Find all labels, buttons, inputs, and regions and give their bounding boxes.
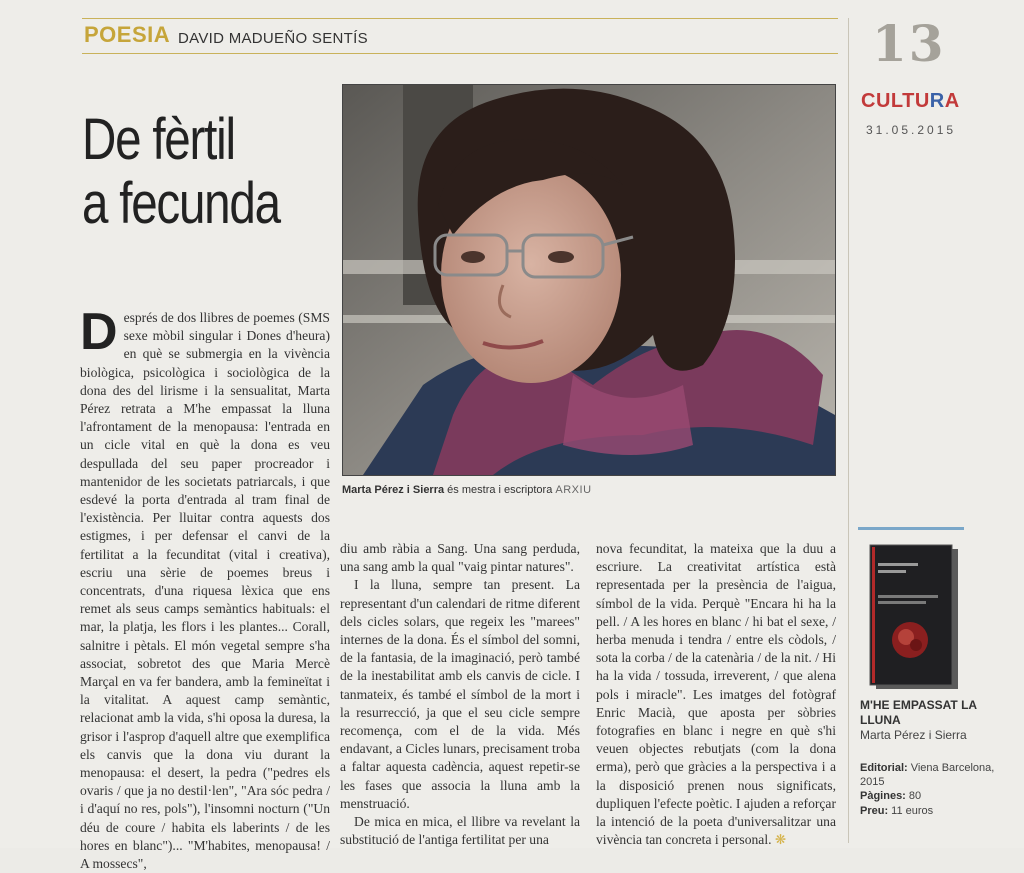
article-paragraph: De mica en mica, el llibre va revelant la substitució de l'antiga fertilitat per una [340, 814, 580, 848]
article-paragraph-text: nova fecunditat, la mateixa que la duu a escriure. La creativitat artística està representada per la presència de l'aigua, símbol de la vida. Perquè "Encara hi ha la pell. / A les hores en blanc / hi bat el sexe, / herba menuda i tendra / entre els còdols, / sota la corba / de la catenària / de la nit. / Hi ha la vida / tossuda, irreverent, / que alena pols i miracle". Les imatges del fotògraf Enric Macià, que aposta per sòbries fotografies en blanc i negre en què s'hi veuen objectes rebutjats (com la dona erma), però que gràcies a la perspectiva i a la disposició prenen nous significats, dupliquen l'efecte poètic. I ajuden a reforçar la intenció de la poeta d'universalitzar una vivència tan concreta i personal. [596, 541, 836, 848]
article-column-1 [80, 303, 330, 872]
book-meta-value: 11 euros [888, 804, 934, 817]
caption-name: Marta Pérez i Sierra [342, 484, 445, 496]
book-meta-label: Editorial: [860, 762, 908, 774]
book-meta-value: 80 [905, 790, 922, 803]
book-meta-label: Preu: [860, 804, 889, 817]
section-bottom-rule [82, 53, 838, 54]
article-paragraph: diu amb ràbia a Sang. Una sang perduda, una sang amb la qual "vaig pintar natures". [340, 541, 580, 575]
article-column-3 [596, 540, 836, 848]
book-price [860, 804, 1010, 818]
caption-credit: ARXIU [555, 484, 592, 496]
book-author: Marta Pérez i Sierra [860, 728, 967, 742]
book-cover [870, 545, 960, 690]
book-details [860, 761, 1010, 818]
end-mark-icon: ❋ [774, 832, 787, 848]
book-meta-label: Pàgines: [860, 790, 906, 803]
drop-cap: D [80, 303, 118, 361]
article-paragraph: I la lluna, sempre tan present. La representant d'un calendari de ritme diferent dels cicles solars, que regeix les "marees" internes de la dona. És el símbol del somni, de la fantasia, de la imaginació, però també de la inestabilitat amb els canvis de cicle. I tanmateix, és també el símbol de la mort i la resurrecció, ja que el seu cicle sempre recomença, com el de la vida. Més endavant, a Cicles lunars, precisament troba a faltar aquesta cadència, aquest repetir-se les fases que associa la lluna amb la menstruació. [340, 577, 580, 811]
section-name-part: A [944, 90, 960, 112]
author-photo [342, 84, 836, 476]
caption-text: és mestra i escriptora [444, 484, 556, 496]
photo-caption [342, 484, 592, 496]
column-divider [848, 18, 849, 843]
article-paragraph: esprés de dos llibres de poemes (SMS sexe mòbil singular i Dones d'heura) en què se submergia en la vivència biològica, psicològica i sociològica de la dona des del lirisme i la sensualitat, Marta Pérez retrata a M'he empassat la lluna l'afrontament de la menopausa: l'entrada en un cicle vital en què la dona es veu despullada del seu paper procreador i mantenidor de les societats patriarcals, i que esdevé la porta d'entrada al tram final de l'existència. Per lluitar contra aquests dos estigmes, i per defensar el canvi de la fertilitat a la fecunditat (vital i creativa), escriu una sèrie de poemes breus i concentrats, d'una riquesa lèxica que ens remet als seus camps semàntics habituals: el mar, la platja, les flors i les plantes... Corall, salnitre i pètals. El món vegetal sempre s'ha associat, sobretot des que Maria Mercè Marçal en va fer bandera, amb la femineïtat i la vitalitat. A aquest camp semàntic, relacionat amb la vida, s'hi oposa la duresa, la grisor i l'asprор d'aquell altre que exemplifica els canvis que la dona viu durant la menopausa: el desert, la pedra ("pedres els ovaris / que ja no destil·len", "Ara sóc pedra / i d'aquí no res, pols"), l'insomni nocturn ("Un déu de coure / habita els laberints / de les hores en blanc")... "M'habites, menopausa! / A mossecs", [80, 310, 330, 872]
headline-line: De fèrtil [82, 107, 235, 172]
section-label: POESIA [84, 22, 171, 47]
section-top-rule [82, 18, 838, 19]
headline-line: a fecunda [82, 171, 280, 236]
section-name [861, 90, 960, 113]
sidebar-rule [858, 527, 964, 530]
section-name-part: CULTU [861, 90, 930, 112]
author-byline: DAVID MADUEÑO SENTÍS [178, 30, 368, 47]
book-meta-value: Viena Barcelona, 2015 [860, 762, 995, 789]
section-name-part: R [929, 90, 945, 112]
book-pages [860, 789, 1010, 803]
page-number: 13 [872, 14, 946, 73]
book-cover-image [870, 545, 960, 690]
book-title: M'HE EMPASSAT LA LLUNA [860, 698, 977, 727]
article-column-2 [340, 540, 580, 848]
portrait-image [343, 85, 835, 475]
issue-date: 31.05.2015 [866, 123, 957, 137]
book-editorial [860, 761, 1010, 789]
headline [82, 108, 287, 236]
article-paragraph [596, 540, 836, 849]
